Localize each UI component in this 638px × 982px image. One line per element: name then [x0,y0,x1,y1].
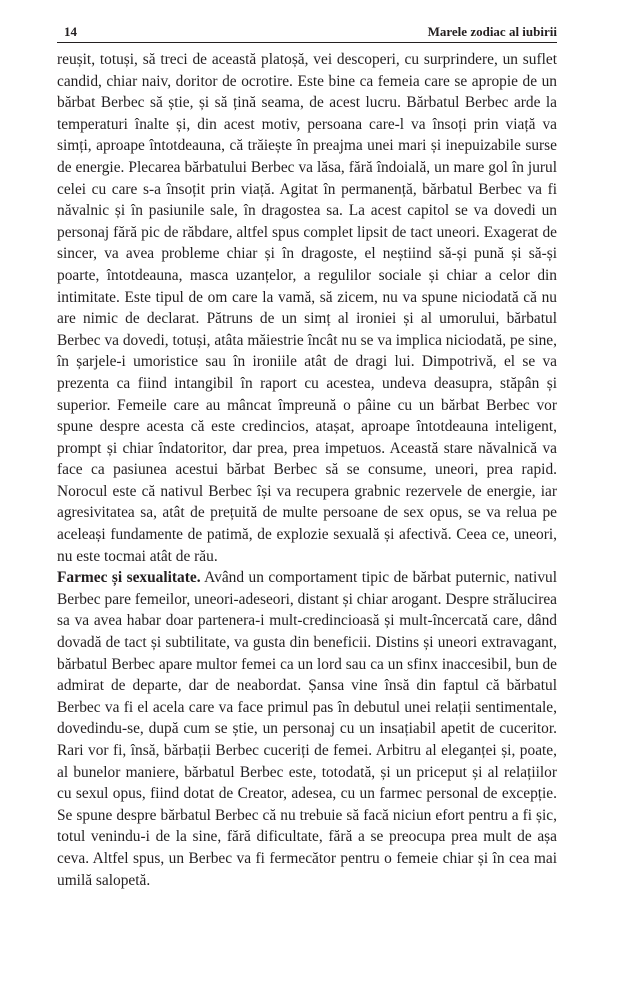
paragraph [57,567,557,891]
paragraph [57,49,557,567]
paragraph-text: reușit, totuși, să treci de această platoșă, vei descoperi, cu surprindere, un suflet candid, chiar naiv, doritor de ocrotire. Este bine ca femeia care se apropie de un bărbat Berbec să știe, și să țină seama, de acest lucru. Bărbatul Berbec arde la temperaturi înalte și, din acest motiv, persoana care-l va însoți prin viață va simți, aproape întotdeauna, că trăiește în preajma unei mari și inepuizabile surse de energie. Plecarea bărbatului Berbec va lăsa, fără îndoială, un mare gol în jurul celei cu care s-a însoțit prin viață. Agitat în permanență, bărbatul Berbec va fi năvalnic și în pasiunile sale, în dragostea sa. La acest capitol se va dovedi un personaj fără pic de răbdare, altfel spus complet lipsit de tact uneori. Exagerat de sincer, va avea probleme chiar și în dragoste, el neștiind să-și pună și să-și poarte, întotdeauna, masca uzanțelor, a regulilor sociale și chiar a celor din intimitate. Este tipul de om care la vamă, să zicem, nu va spune niciodată că nu are nimic de declarat. Pătruns de un simț al ironiei și al umorului, bărbatul Berbec va dovedi, totuși, atâta măiestrie încât nu se va implica niciodată, pe sine, în șarjele-i umoristice sau în ironiile atât de dragi lui. Dimpotrivă, el se va prezenta ca fiind intangibil în raport cu acestea, undeva deasupra, stăpân și superior. Femeile care au mâncat împreună o pâine cu un bărbat Berbec vor spune despre acesta că este credincios, atașat, aproape întotdeauna inteligent, prompt și chiar îndatoritor, dar prea, prea impetuos. Această stare năvalnică va face ca pasiunea acestui bărbat Berbec să se consume, uneori, prea rapid. Norocul este că nativul Berbec își va recupera grabnic rezervele de energie, iar agresivitatea sa, atât de prețuită de multe persoane de sex opus, se va relua pe aceleași fundamente de patimă, de explozie sexuală și afectivă. Ceea ce, uneori, nu este tocmai atât de rău. [57,51,557,565]
page-number: 14 [64,24,77,39]
paragraph-text: Având un comportament tipic de bărbat puternic, nativul Berbec pare femeilor, uneori-adeseori, distant și chiar arogant. Despre strălucirea sa va avea habar doar partenera-i mult-credincioasă și mult-încercată care, dând dovadă de tact și subtilitate, va gusta din beneficii. Distins și uneori extravagant, bărbatul Berbec apare multor femei ca un lord sau ca un sfinx inaccesibil, bun de admirat de departe, dar de neabordat. Șansa vine însă din faptul că bărbatul Berbec va fi el acela care va face primul pas în debutul unei relații sentimentale, dovedindu-se, după cum se știe, un personaj cu un insațiabil apetit de cuceritor. Rari vor fi, însă, bărbații Berbec cuceriți de femei. Arbitru al eleganței și, poate, al bunelor maniere, bărbatul Berbec este, totodată, și un priceput și al relațiilor cu sexul opus, fiind dotat de Creator, adesea, cu un farmec personal de excepție. Se spune despre bărbatul Berbec că nu trebuie să facă niciun efort pentru a fi șic, totul venindu-i de la sine, fără dificultate, fără a se preocupa prea mult de așa ceva. Altfel spus, un Berbec va fi fermecător pentru o femeie chiar și în cea mai umilă salopetă. [57,569,557,889]
running-title: Marele zodiac al iubirii [427,24,557,39]
body-text [57,49,557,891]
page-header [57,20,557,43]
book-page [57,20,557,891]
section-heading: Farmec și sexualitate. [57,569,201,587]
